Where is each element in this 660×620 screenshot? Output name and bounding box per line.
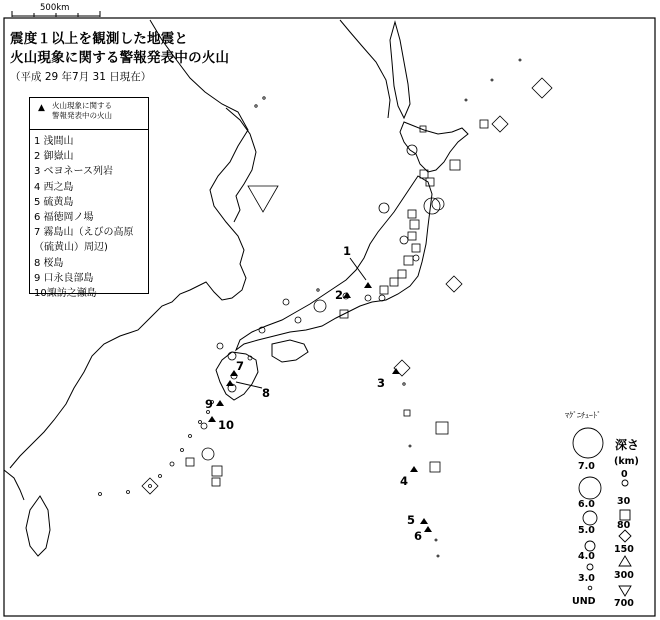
depth-unit: (km) bbox=[614, 456, 639, 467]
magnitude-value: 7.0 bbox=[578, 461, 595, 472]
shikoku-coast bbox=[272, 340, 308, 362]
volcano-label-3: 3 bbox=[377, 376, 386, 390]
volcano-label-6: 6 bbox=[414, 529, 423, 543]
magnitude-value: 6.0 bbox=[578, 499, 595, 510]
depth-value: 0 bbox=[621, 469, 628, 480]
magnitude-value: UND bbox=[572, 596, 596, 607]
volcano-8 bbox=[226, 380, 234, 386]
volcano-5 bbox=[420, 518, 428, 524]
hokkaido-coast bbox=[400, 122, 468, 172]
magnitude-value: 5.0 bbox=[578, 525, 595, 536]
scale-label: 500km bbox=[40, 3, 70, 13]
volcano-1 bbox=[364, 282, 372, 288]
volcano-label-5: 5 bbox=[407, 513, 416, 527]
depth-value: 700 bbox=[614, 598, 634, 609]
korea-coast bbox=[226, 108, 256, 222]
title-line-1: 震度１以上を観測した地震と bbox=[10, 31, 189, 47]
map-title bbox=[10, 30, 229, 68]
volcano-label-4: 4 bbox=[400, 474, 409, 488]
legend-item: 9 口永良部島 bbox=[34, 272, 94, 284]
legend-item: 5 硫黄島 bbox=[34, 196, 74, 208]
volcano-6 bbox=[424, 526, 432, 532]
legend-header-line-1: 火山現象に関する bbox=[52, 101, 112, 110]
earthquake-symbols bbox=[142, 78, 552, 494]
magnitude-legend-title: ﾏｸﾞﾆﾁｭｰﾄﾞ bbox=[565, 411, 601, 420]
legend-item: 2 御嶽山 bbox=[34, 151, 74, 163]
magnitude-value: 3.0 bbox=[578, 573, 595, 584]
volcano-triangle-icon: ▲ bbox=[38, 103, 45, 113]
volcano-legend bbox=[29, 97, 149, 299]
russia-coast bbox=[340, 20, 390, 118]
honshu-coast bbox=[236, 176, 432, 350]
volcano-label-10: 10 bbox=[218, 418, 235, 432]
legend-item: 8 桜島 bbox=[34, 257, 64, 269]
legend-item: （硫黄山）周辺) bbox=[34, 242, 108, 254]
volcano-label-1: 1 bbox=[343, 244, 352, 258]
depth-value: 80 bbox=[617, 520, 631, 531]
legend-item: 7 霧島山（えびの高原 bbox=[34, 227, 134, 239]
magnitude-value: 4.0 bbox=[578, 551, 595, 562]
volcano-label-2: 2 bbox=[335, 288, 344, 302]
volcano-markers bbox=[208, 282, 432, 532]
legend-header bbox=[30, 98, 148, 130]
depth-value: 150 bbox=[614, 544, 634, 555]
title-line-2: 火山現象に関する警報発表中の火山 bbox=[10, 50, 230, 66]
legend-item: 3 ベヨネース列岩 bbox=[34, 166, 114, 178]
legend-item: 10諏訪之瀬島 bbox=[34, 287, 97, 299]
leader-arrows bbox=[236, 258, 366, 388]
volcano-label-9: 9 bbox=[205, 397, 214, 411]
depth-value: 300 bbox=[614, 570, 634, 581]
map-subtitle: （平成 29 年7月 31 日現在） bbox=[10, 71, 152, 83]
volcano-4 bbox=[410, 466, 418, 472]
volcano-9 bbox=[216, 400, 224, 406]
depth-legend-title: 深さ bbox=[615, 438, 640, 452]
volcano-label-8: 8 bbox=[262, 386, 271, 400]
legend-header-line-2: 警報発表中の火山 bbox=[52, 111, 112, 120]
legend-item: 6 福徳岡ノ場 bbox=[34, 211, 94, 223]
depth-value: 30 bbox=[617, 496, 631, 507]
islands bbox=[99, 59, 522, 557]
legend-item: 4 西之島 bbox=[34, 181, 74, 193]
legend-header-text bbox=[52, 101, 112, 121]
legend-item: 1 浅間山 bbox=[34, 136, 74, 147]
volcano-2 bbox=[343, 292, 351, 298]
sakhalin-coast bbox=[390, 22, 410, 118]
legend-list bbox=[30, 130, 148, 301]
china-coast bbox=[4, 470, 24, 500]
volcano-3 bbox=[392, 368, 400, 374]
volcano-10 bbox=[208, 416, 216, 422]
volcano-label-7: 7 bbox=[236, 359, 245, 373]
taiwan-coast bbox=[26, 496, 50, 556]
